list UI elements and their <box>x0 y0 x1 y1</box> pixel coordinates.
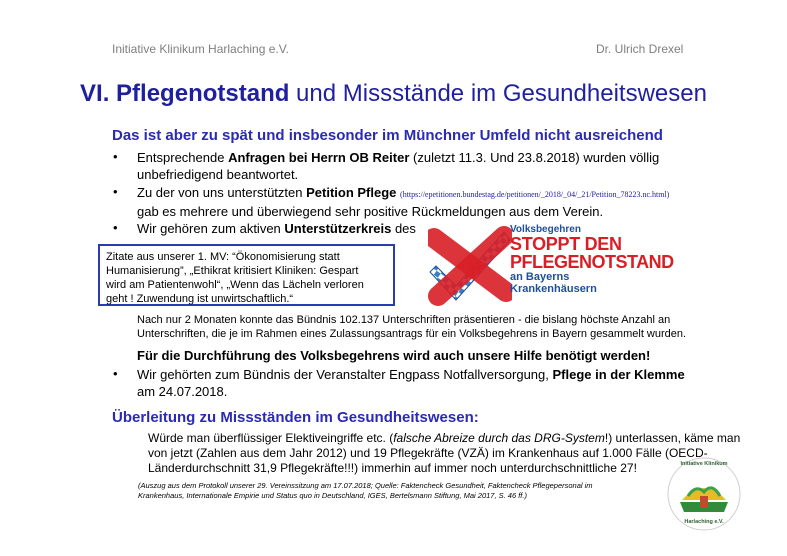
bullet-3-pre: Wir gehören zum aktiven <box>137 221 285 236</box>
title-rest: und Missstände im Gesundheitswesen <box>289 80 707 107</box>
bullet-4 <box>137 366 737 400</box>
section1-heading: Das ist aber zu spät und insbesonder im Münchner Umfeld nicht ausreichend <box>112 127 663 144</box>
bullet-4-bold: Pflege in der Klemme <box>552 367 685 382</box>
bullet-3-post: des <box>391 221 416 236</box>
footnote-line2: Krankenhaus, Internationale Empirie und Status quo in Deutschland, IGES, Bertelsmann Stiftung, Mai 2017, S. 46 ff.) <box>138 491 527 500</box>
quote-line: Humanisierung”, „Ethikrat kritisiert Kliniken: Gespart <box>106 265 359 277</box>
footnote-line1: (Auszug aus dem Protokoll unserer 29. Vereinssitzung am 17.07.2018; Quelle: Faktencheck Gesundheit, Faktencheck Pflegepersonal im <box>138 481 593 490</box>
page-title <box>0 80 787 108</box>
s2-line2: von jetzt (Zahlen aus dem Jahr 2012) und 19 Pflegekräfte (VZÄ) im Krankenhaus auf 1.000 Fälle (OECD- <box>148 446 708 460</box>
bullet-4-line1: Wir gehörten zum Bündnis der Veranstalter Engpass Notfallversorgung, <box>137 367 553 382</box>
bullet-2-bold: Petition Pflege <box>306 185 397 200</box>
bullet-3 <box>137 220 416 237</box>
initiative-logo-top: Initiative Klinikum <box>680 461 728 467</box>
help-needed-text: Für die Durchführung des Volksbegehrens wird auch unsere Hilfe benötigt werden! <box>137 348 651 363</box>
section2-heading: Überleitung zu Missständen im Gesundheitswesen: <box>112 409 479 426</box>
logo-top: Volksbegehren <box>510 224 581 235</box>
bullet-2-line2: gab es mehrere und überwiegend sehr positive Rückmeldungen aus dem Verein. <box>137 204 604 219</box>
s2-line3: Länderdurchschnitt 31,9 Pflegekräfte!!!) immerhin auf immer noch unterdurchschnittliche 27! <box>148 461 637 475</box>
bullet-dot: • <box>113 220 118 235</box>
para1-line1: Nach nur 2 Monaten konnte das Bündnis 102.137 Unterschriften präsentieren - die bislang höchste Anzahl an <box>137 314 671 326</box>
logo-sub2: Krankenhäusern <box>510 283 597 295</box>
s2-line1a: Würde man überflüssiger Elektiveingriffe etc. ( <box>148 431 394 445</box>
bullet-2-pre: Zu der von uns unterstützten <box>137 185 307 200</box>
s2-line1b: !) unterlassen, käme man <box>604 431 741 445</box>
bullet-dot: • <box>113 149 118 164</box>
section2-body <box>148 431 741 476</box>
bullet-1 <box>137 149 697 183</box>
header-left: Initiative Klinikum Harlaching e.V. <box>112 42 289 56</box>
petition-link[interactable]: (https://epetitionen.bundestag.de/petitionen/_2018/_04/_21/Petition_78223.nc.html) <box>400 190 670 199</box>
header-right: Dr. Ulrich Drexel <box>596 42 684 56</box>
para1-line2: Unterschriften, die je im Rahmen eines Zulassungsantrags für ein Volksbegehrens in Bayern gesammelt wurden. <box>137 328 687 340</box>
bullet-2 <box>137 184 737 220</box>
bullet-1-pre: Entsprechende <box>137 150 229 165</box>
signatures-paragraph <box>137 313 737 341</box>
quote-line: geht ! Zuwendung ist unwirtschaftlich.“ <box>106 293 294 305</box>
source-footnote <box>138 481 668 501</box>
bullet-3-bold: Unterstützerkreis <box>284 221 392 236</box>
volksbegehren-logo <box>510 224 674 295</box>
logo-sub1: an Bayerns <box>510 271 570 283</box>
s2-line1-italic: falsche Abreize durch das DRG-System <box>393 431 605 445</box>
bullet-1-line2: unbefriedigend beantwortet. <box>137 167 299 182</box>
logo-big2: PFLEGENOTSTAND <box>510 252 674 272</box>
bullet-4-line2: am 24.07.2018. <box>137 384 228 399</box>
bavaria-checkmark-icon <box>428 222 512 306</box>
initiative-logo-bottom: Harlaching e.V. <box>684 519 724 525</box>
quote-line: Zitate aus unserer 1. MV: “Ökonomisierung statt <box>106 251 340 263</box>
quote-line: wird am Patientenwohl“, „Wenn das Lächeln verloren <box>106 279 364 291</box>
logo-big1: STOPPT DEN <box>510 234 622 254</box>
bullet-dot: • <box>113 184 118 199</box>
initiative-logo <box>666 456 742 532</box>
quote-box <box>98 244 395 306</box>
bullet-1-bold: Anfragen bei Herrn OB Reiter <box>228 150 410 165</box>
bullet-dot: • <box>113 366 118 381</box>
bullet-1-post: (zuletzt 11.3. Und 23.8.2018) wurden völlig <box>409 150 660 165</box>
title-bold: VI. Pflegenotstand <box>80 80 290 107</box>
